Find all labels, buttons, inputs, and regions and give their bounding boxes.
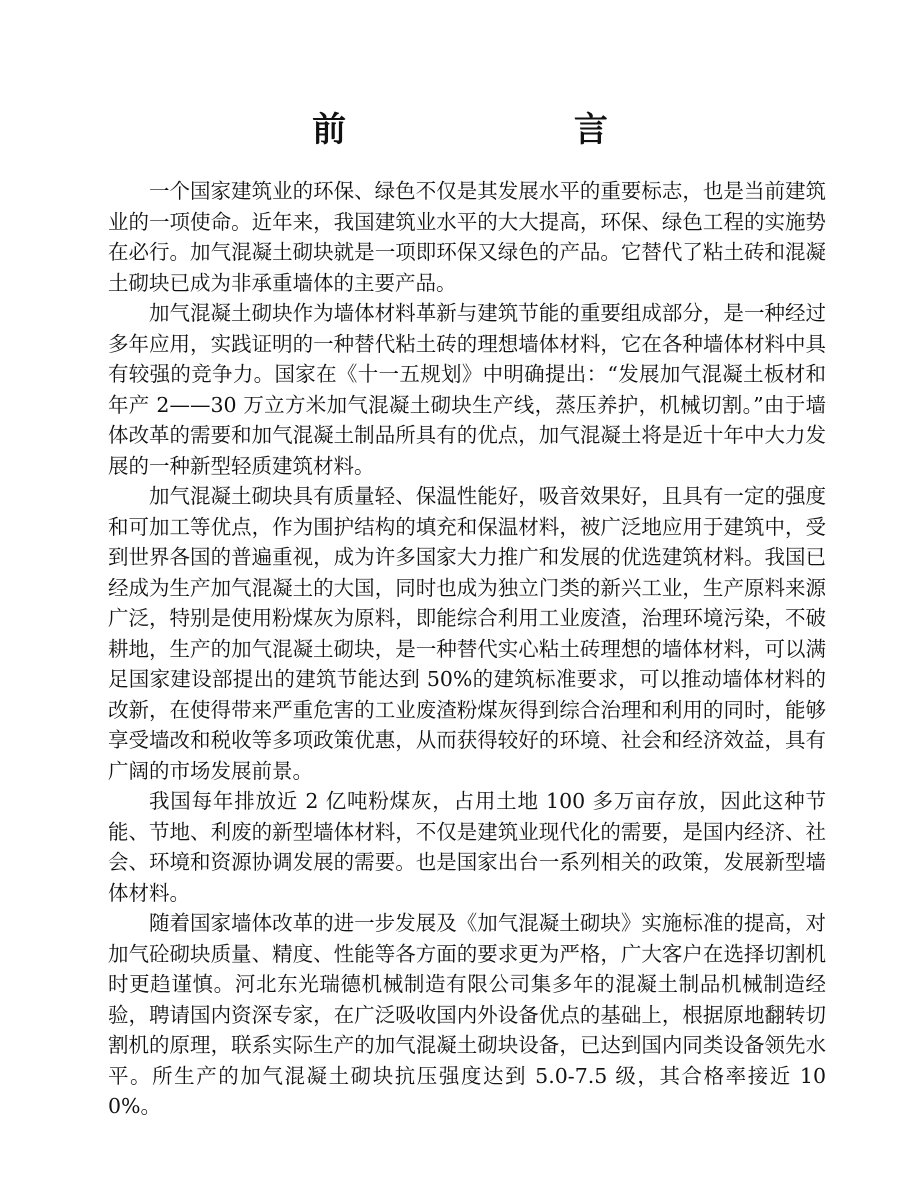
- body-text: [108, 176, 826, 1122]
- paragraph-1: 一个国家建筑业的环保、绿色不仅是其发展水平的重要标志，也是当前建筑业的一项使命。近年来，我国建筑业水平的大大提高，环保、绿色工程的实施势在必行。加气混凝土砌块就是一项即环保又绿色的产品。它替代了粘土砖和混凝土砌块已成为非承重墙体的主要产品。: [108, 179, 826, 295]
- paragraph-3: 加气混凝土砌块具有质量轻、保温性能好，吸音效果好，且具有一定的强度和可加工等优点，作为围护结构的填充和保温材料，被广泛地应用于建筑中，受到世界各国的普遍重视，成为许多国家大力推广和发展的优选建筑材料。我国已经成为生产加气混凝土的大国，同时也成为独立门类的新兴工业，生产原料来源广泛，特别是使用粉煤灰为原料，即能综合利用工业废渣，治理环境污染，不破耕地，生产的加气混凝土砌块，是一种替代实心粘土砖理想的墙体材料，可以满足国家建设部提出的建筑节能达到 50%的建筑标准要求，可以推动墙体材料的改新，在使得带来严重危害的工业废渣粉煤灰得到综合治理和利用的同时，能够享受墙改和税收等多项政策优惠，从而获得较好的环境、社会和经济效益，具有广阔的市场发展前景。: [108, 484, 826, 783]
- paragraph-2: 加气混凝土砌块作为墙体材料革新与建筑节能的重要组成部分，是一种经过多年应用，实践证明的一种替代粘土砖的理想墙体材料，它在各种墙体材料中具有较强的竞争力。国家在《十一五规划》中明确提出：“发展加气混凝土板材和年产 2——30 万立方米加气混凝土砌块生产线，蒸压养护，机械切割。”由于墙体改革的需要和加气混凝土制品所具有的优点，加气混凝土将是近十年中大力发展的一种新型轻质建筑材料。: [108, 301, 826, 478]
- page-title: 前 言: [312, 110, 716, 150]
- paragraph-5: 随着国家墙体改革的进一步发展及《加气混凝土砌块》实施标准的提高，对加气砼砌块质量、精度、性能等各方面的要求更为严格，广大客户在选择切割机时更趋谨慎。河北东光瑞德机械制造有限公司集多年的混凝土制品机械制造经验，聘请国内资深专家，在广泛吸收国内外设备优点的基础上，根据原地翻转切割机的原理，联系实际生产的加气混凝土砌块设备，已达到国内同类设备领先水平。所生产的加气混凝土砌块抗压强度达到 5.0-7.5 级，其合格率接近 100%。: [108, 911, 826, 1118]
- paragraph-4: 我国每年排放近 2 亿吨粉煤灰，占用土地 100 多万亩存放，因此这种节能、节地、利废的新型墙体材料，不仅是建筑业现代化的需要，是国内经济、社会、环境和资源协调发展的需要。也是国家出台一系列相关的政策，发展新型墙体材料。: [108, 789, 826, 905]
